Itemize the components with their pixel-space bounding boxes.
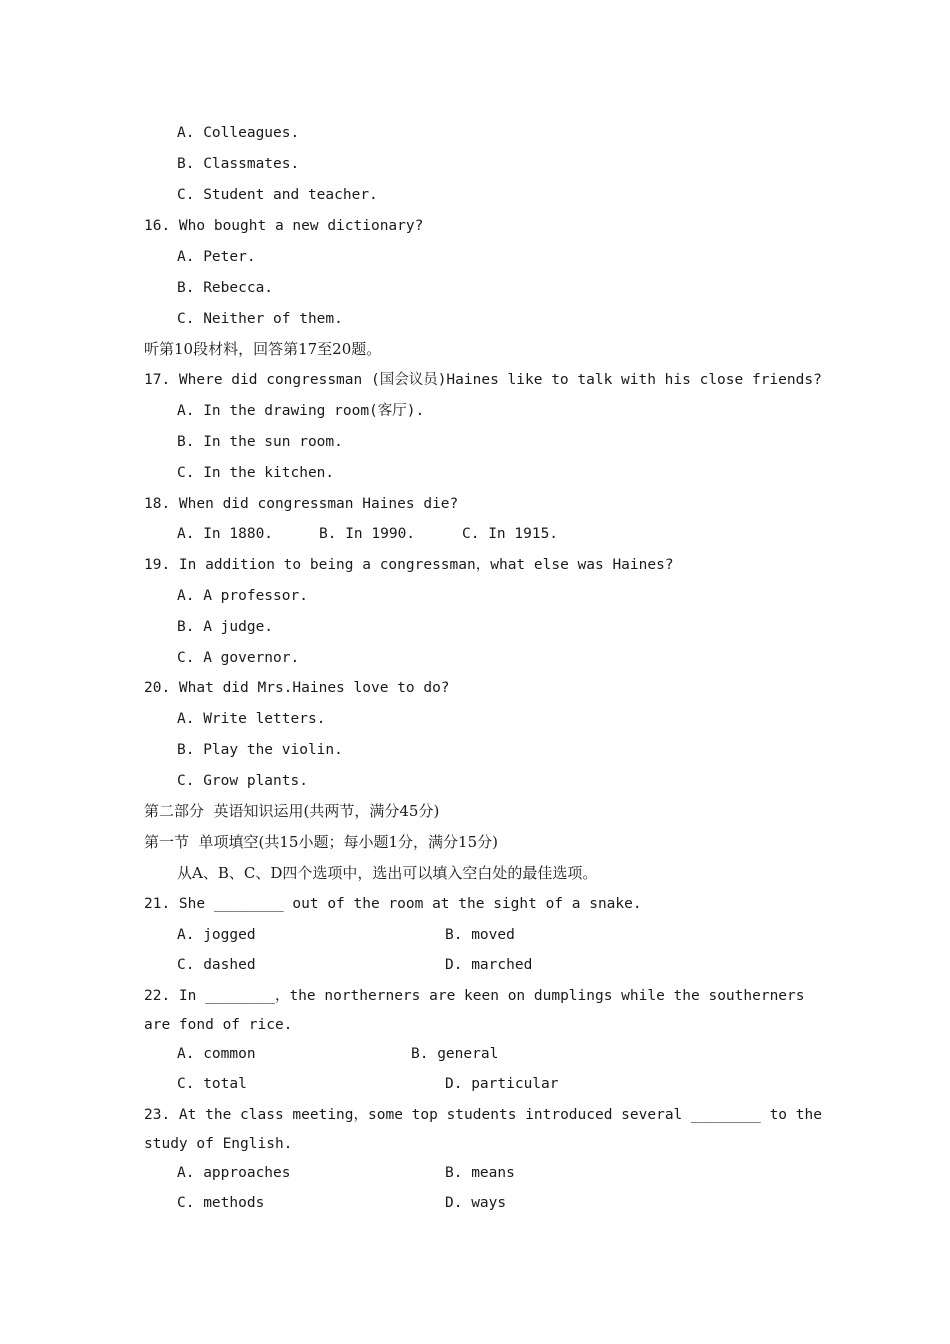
q23-stem-line2: study of English. xyxy=(144,1136,293,1152)
q15-option-b: B. Classmates. xyxy=(177,156,300,172)
q17-option-c: C. In the kitchen. xyxy=(177,465,335,481)
q20-option-c: C. Grow plants. xyxy=(177,773,308,789)
q18-option-b: B. In 1990. xyxy=(319,526,416,542)
q16-option-a: A. Peter. xyxy=(177,249,256,265)
q23-option-c: C. methods xyxy=(177,1195,265,1211)
q21-option-c: C. dashed xyxy=(177,957,256,973)
q23-option-a: A. approaches xyxy=(177,1165,291,1181)
q16-option-b: B. Rebecca. xyxy=(177,280,274,296)
section1-title: 第一节 单项填空(共15小题；每小题1分，满分15分) xyxy=(144,833,498,851)
q16-stem: 16. Who bought a new dictionary? xyxy=(144,218,424,234)
q22-stem-line1: 22. In ________，the northerners are keen on dumplings while the southerners xyxy=(144,988,805,1004)
q23-option-d: D. ways xyxy=(445,1195,507,1211)
q21-option-d: D. marched xyxy=(445,957,533,973)
q22-option-b: B. general xyxy=(411,1046,499,1062)
q20-option-b: B. Play the violin. xyxy=(177,742,343,758)
q15-option-c: C. Student and teacher. xyxy=(177,187,378,203)
q19-stem: 19. In addition to being a congressman，what else was Haines? xyxy=(144,557,674,573)
q19-option-a: A. A professor. xyxy=(177,588,308,604)
q22-option-d: D. particular xyxy=(445,1076,559,1092)
q15-option-a: A. Colleagues. xyxy=(177,125,300,141)
q17-option-b: B. In the sun room. xyxy=(177,434,343,450)
q23-option-b: B. means xyxy=(445,1165,515,1181)
q19-option-c: C. A governor. xyxy=(177,650,300,666)
q21-option-b: B. moved xyxy=(445,927,515,943)
q22-option-c: C. total xyxy=(177,1076,247,1092)
q22-stem-line2: are fond of rice. xyxy=(144,1017,293,1033)
q18-option-c: C. In 1915. xyxy=(462,526,559,542)
q18-option-a: A. In 1880. xyxy=(177,526,274,542)
q16-option-c: C. Neither of them. xyxy=(177,311,343,327)
q19-option-b: B. A judge. xyxy=(177,619,274,635)
section1-instruction: 从A、B、C、D四个选项中，选出可以填入空白处的最佳选项。 xyxy=(177,864,598,882)
section-10-instruction: 听第10段材料，回答第17至20题。 xyxy=(144,340,382,358)
q21-option-a: A. jogged xyxy=(177,927,256,943)
q20-option-a: A. Write letters. xyxy=(177,711,326,727)
part2-title: 第二部分 英语知识运用(共两节，满分45分) xyxy=(144,802,440,820)
q18-stem: 18. When did congressman Haines die? xyxy=(144,496,459,512)
q21-stem: 21. She ________ out of the room at the sight of a snake. xyxy=(144,896,642,912)
q17-option-a: A. In the drawing room(客厅). xyxy=(177,403,425,419)
q20-stem: 20. What did Mrs.Haines love to do? xyxy=(144,680,450,696)
q17-stem: 17. Where did congressman (国会议员)Haines like to talk with his close friends? xyxy=(144,372,822,388)
q23-stem-line1: 23. At the class meeting，some top students introduced several ________ to the xyxy=(144,1107,822,1123)
q22-option-a: A. common xyxy=(177,1046,256,1062)
